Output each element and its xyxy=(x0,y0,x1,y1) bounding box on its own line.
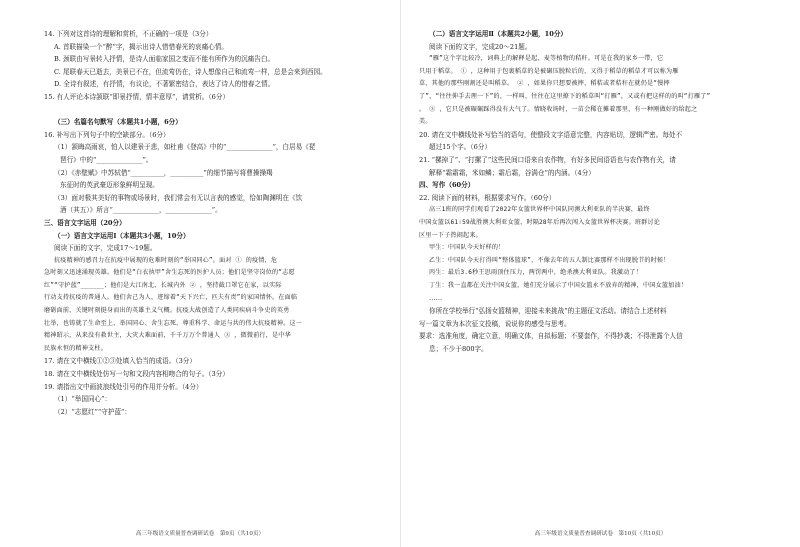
subsection-1-heading: （一）语言文字运用Ⅰ（本题共3小题，10分） xyxy=(54,231,190,240)
passage-line: 草，其他的那些刚割还是叫稻草。 ② ，如果你只想要被摔、稻秸或者秸秆在就仍是“慢摔 xyxy=(419,80,670,88)
passage-line: 磨砺面前，关键时刻挺身而出的英雄主义气概。抗疫大战创造了人类同疾病斗争史的英勇 xyxy=(44,307,290,315)
section-3-heading: （三）名篇名句默写（本题共1小题，6分） xyxy=(54,118,182,127)
passage-line: 壮举，也铸就了生命至上、举国同心、舍生忘死、尊重科学、命运与共的伟大抗疫精神。这一 xyxy=(44,319,303,327)
reading-instruction: 阅读下面的文字，完成20～21题。 xyxy=(429,42,532,51)
material-line: 中国女篮以61∶59战胜澳大利亚女篮，时隔28年后再次闯入女篮世界杯决赛。班群讨论 xyxy=(419,218,661,226)
ellipsis: …… xyxy=(429,294,443,303)
passage-line: 。 ③ ，它只是被碾碾踩得没有大气了。情晓收场时，一苗会稀在摊着那里，有一种刚做好的给起之 xyxy=(419,105,698,113)
question-17: 17. 请在文中横线①②③处填入恰当的成语。（3分） xyxy=(44,357,196,366)
blank-line xyxy=(44,104,388,117)
passage-line: 红”“守护蓝”______；他们是大江南北、长城内外 ② ，坚持截口罩它在家，以实际 xyxy=(44,281,282,289)
option-b: B. 颈联由写景转入抒情，是诗人面临家国之变而不能有所作为的沉痛告白。 xyxy=(54,55,275,64)
q16-part1-cont: 琶行》中的“______________”。 xyxy=(60,155,153,164)
passage-line: 行动支持抗疫的普通人。他们舍己为人，迹缔着“天下兴亡，匹夫有责”的家国情怀。在面临 xyxy=(44,294,298,302)
task-line: 你所在学校举行“弘扬女篮精神，迎接未来挑战”的主题征文活动。请结合上述材料 xyxy=(429,307,667,316)
q16-part2-cont: 东征时的英武豪迈形象鲜明呈现。 xyxy=(60,181,159,190)
passage-line: 了”、“往往伸手去理一下”的，一样叫，往往在这里撩下的稻草叫“打雁”，又或有把这样的的叫“打雁了” xyxy=(419,92,711,100)
q16-part2: （2）《赤壁赋》中苏轼借“__________，__________”的细节描写将曹操操羯 xyxy=(54,168,273,177)
reading-instruction: 阅读下面的文字，完成17～19题。 xyxy=(54,244,157,253)
passage-line: 只用于稻草。 ① ，这种用于包裹稻草的是被碾压脱粒后的，又得于稻草的稻草才可以称为雁 xyxy=(419,67,679,75)
question-21-cont: 解释“霜霜霜，米如鳞；霜后霜，谷满仓”的内涵。（4分） xyxy=(429,168,595,177)
material-line: 高三1班的同学们观看了2022年女篮世界杯中国队同澳大利亚队的半决赛，最终 xyxy=(429,206,650,214)
passage-line: 急时刻又迅速涌现英雄。他们是“白衣执甲”舍生忘死的医护人员；他们是坚守岗位的“志愿 xyxy=(44,269,295,277)
subsection-2-heading: （二）语言文字运用Ⅱ（本题共2小题，10分） xyxy=(429,30,568,38)
question-22: 22. 阅读下面的材料，根据要求写作。（60分） xyxy=(419,193,556,202)
requirements: 要求：选准角度，确定立意，明确文体，自拟标题；不要套作，不得抄袭；不得泄露个人信 xyxy=(419,332,683,341)
option-d: D. 全诗有叙述，有抒情，有议论，不著繁密结合，表达了诗人的惜春之情。 xyxy=(54,80,275,89)
passage-line: “雁”这个字比较冷，词典上的解释是起、麦等植物的秸秆。可是在我的家乡一带，它 xyxy=(429,55,664,63)
question-18: 18. 请在文中横线处仿写一句和文段内容相吻合的句子。（3分） xyxy=(44,370,229,379)
dialogue-line: 乙生：中国队今天打得叫“整体篮球”，不像去年的五人制比赛那样不出现脱节的时候！ xyxy=(429,256,670,264)
page-footer: 高三年级语文质量普查调研试卷 第10页（共10页） xyxy=(534,531,667,537)
question-15: 15. 有人评论本诗颔联“即景抒情，情丰意厚”，请赏析。（6分） xyxy=(44,92,230,101)
q16-part3-cont: 酒（其五）》所言“______________，______________”。 xyxy=(60,206,222,215)
dialogue-line: 甲生：中国队今天好样的！ xyxy=(429,244,505,252)
task-line: 写一篇文章为本次征文投稿，说说你的感受与思考。 xyxy=(419,319,571,328)
part-4-heading: 四、写作（60分） xyxy=(419,181,475,190)
question-20-cont: 超过15个字。（6分） xyxy=(429,143,492,152)
page-footer: 高三年级语文质量普查调研试卷 第9页（共10页） xyxy=(135,531,265,537)
material-line: 区里一下子热闹起来。 xyxy=(419,231,482,239)
q19-part1: （1）“举国同心”： xyxy=(54,395,112,404)
q16-part1: （1）颔晦高雨哀，怕人以建景于悲，如杜甫《登高》中的“______________”，白居易《琵 xyxy=(54,143,316,152)
question-16: 16. 补写出下列句子中的空缺部分。（6分） xyxy=(44,130,170,139)
requirements-cont: 息；不少于800字。 xyxy=(429,344,488,353)
q19-part2: （2）“志愿红”“守护蓝”： xyxy=(54,407,132,416)
dialogue-line: 丁生：我一直都在关注中国女篮，她们充分展示了中国女篮永不放弃的精神，中国女篮加油！ xyxy=(429,281,688,289)
option-a: A. 首联描染一个“醉”字，揭示出诗人惜惜春光的哀痛心情。 xyxy=(54,42,228,51)
dialogue-line: 丙生：最后3.6秒王思雨顶住压力，两罚两中，绝杀澳大利亚队。我激动了！ xyxy=(429,269,643,277)
passage-line: 精神昭示，从来没有救世主，大灾大难面前，千千万万个普通人 ③ ，微微前行，是中华 xyxy=(44,332,291,340)
part-3-heading: 三、语言文字运用（20分） xyxy=(44,218,126,227)
right-page xyxy=(400,0,800,547)
question-14: 14. 下列对这首诗的理解和赏析，不正确的一项是（3分） xyxy=(44,30,213,38)
q16-part3: （3）面对极其美好的事物或场景时，我们常会有无以言表的感觉，恰如陶渊明在《饮 xyxy=(54,193,303,202)
question-20: 20. 请在文中横线处补写恰当的语句，使整段文字语意完整，内容贴切，逻辑严密。每处不 xyxy=(419,130,683,139)
option-c: C. 尾联春天已逝去，美景已不在，但流莺仍在，诗人想像自己和流莺一样，总是会来到西园。 xyxy=(54,67,327,76)
question-21: 21. “摞掉了”、“打摞了”这些民间口语来自农作物，有好多民间语语也与农作物有关，请 xyxy=(419,155,676,164)
passage-line: 民族永恒的精神支柱。 xyxy=(44,344,107,352)
passage-line: 抗疫精神的感召力在抗疫中展现的危难时刻的“举国同心”。面对 ① 的疫情，危 xyxy=(54,256,278,264)
question-19: 19. 请指出文中画波浪线处引号的作用并分析。（4分） xyxy=(44,382,203,391)
passage-line: 美。 xyxy=(419,118,432,126)
